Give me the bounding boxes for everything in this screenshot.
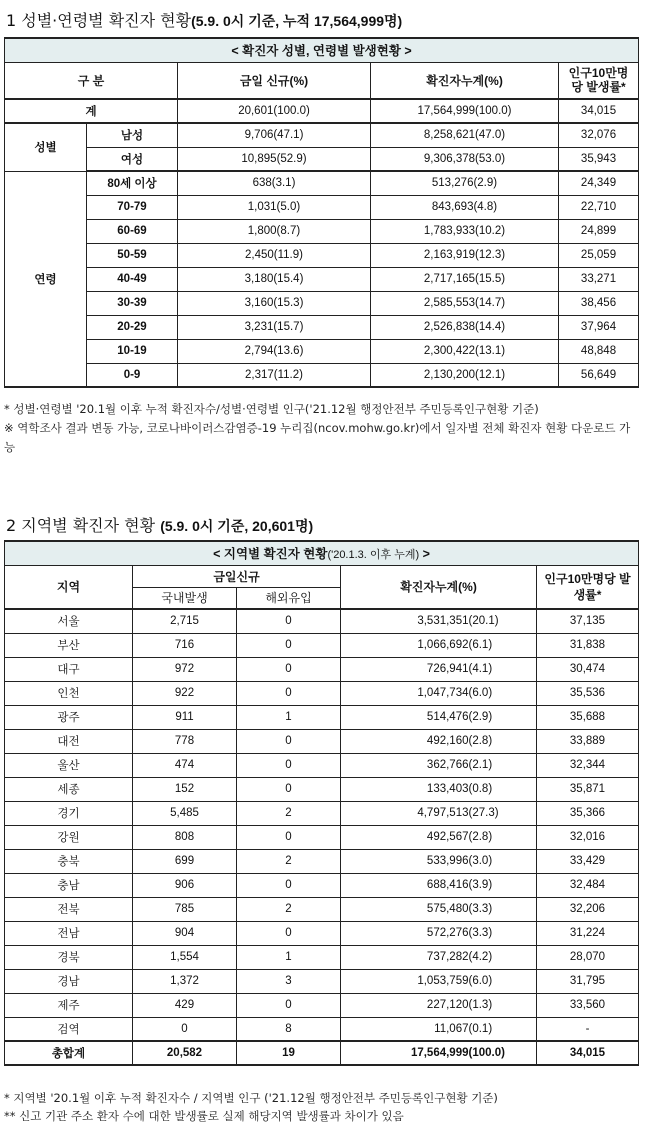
region-cum — [341, 1017, 537, 1041]
region-total-label: 총합계 — [5, 1041, 133, 1065]
sex-cum: 9,306,378(53.0) — [371, 147, 559, 171]
region-cum-value: 737,282 — [426, 951, 469, 963]
region-domestic: 785 — [133, 897, 237, 921]
region-rate: 35,871 — [537, 777, 639, 801]
region-overseas: 2 — [237, 897, 341, 921]
region-domestic: 716 — [133, 633, 237, 657]
age-group-label: 연령 — [5, 171, 87, 387]
age-label: 30-39 — [87, 291, 178, 315]
region-cum — [341, 609, 537, 633]
region-cum-value: 1,066,692 — [417, 639, 469, 651]
region-table — [4, 540, 639, 1066]
region-domestic: 0 — [133, 1017, 237, 1041]
region-name: 부산 — [5, 633, 133, 657]
region-cum-pct: (20.1) — [468, 615, 499, 628]
region-cum — [341, 873, 537, 897]
section1-title-text: 1 성별·연령별 확진자 현황 — [6, 11, 192, 30]
age-cum: 843,693(4.8) — [371, 195, 559, 219]
region-cum-value: 514,476 — [426, 711, 469, 723]
age-cum: 2,130,200(12.1) — [371, 363, 559, 387]
region-cum-pct: (6.1) — [468, 639, 493, 651]
age-new: 1,800(8.7) — [178, 219, 371, 243]
region-rate: 35,688 — [537, 705, 639, 729]
sex-row — [5, 147, 639, 171]
region-domestic: 808 — [133, 825, 237, 849]
header-overseas: 해외유입 — [237, 587, 341, 609]
region-rate: 35,366 — [537, 801, 639, 825]
region-row — [5, 753, 639, 777]
region-rate: 35,536 — [537, 681, 639, 705]
region-row — [5, 921, 639, 945]
region-rate: 32,344 — [537, 753, 639, 777]
sex-rate: 35,943 — [559, 147, 639, 171]
region-name: 전북 — [5, 897, 133, 921]
total-new: 20,601(100.0) — [178, 99, 371, 123]
region-cum-value: 11,067 — [434, 1022, 469, 1035]
region-cum-pct: (4.2) — [468, 951, 493, 963]
header-new-group: 금일신규 — [133, 565, 341, 587]
region-domestic: 911 — [133, 705, 237, 729]
region-cum — [341, 801, 537, 825]
region-rate: 33,560 — [537, 993, 639, 1017]
age-label: 10-19 — [87, 339, 178, 363]
region-cum — [341, 849, 537, 873]
region-cum-pct: (3.3) — [468, 927, 493, 939]
region-rate: 33,429 — [537, 849, 639, 873]
region-name: 대구 — [5, 657, 133, 681]
region-cum-pct: (4.1) — [468, 663, 493, 675]
region-domestic: 5,485 — [133, 801, 237, 825]
header-rate: 인구10만명당 발생률* — [559, 62, 639, 99]
region-name: 경북 — [5, 945, 133, 969]
region-cum — [341, 897, 537, 921]
region-row — [5, 873, 639, 897]
region-overseas: 1 — [237, 705, 341, 729]
region-overseas: 0 — [237, 633, 341, 657]
table2-banner-paren: ('20.1.3. 이후 누계) — [327, 549, 420, 562]
region-overseas: 0 — [237, 825, 341, 849]
age-row — [5, 267, 639, 291]
region-cum-value: 688,416 — [426, 879, 469, 891]
region-row — [5, 825, 639, 849]
region-cum-pct: (27.3) — [468, 807, 499, 819]
region-domestic: 922 — [133, 681, 237, 705]
region-name: 인천 — [5, 681, 133, 705]
region-cum — [341, 753, 537, 777]
age-rate: 48,848 — [559, 339, 639, 363]
region-total-overseas: 19 — [237, 1041, 341, 1065]
region-cum-value: 726,941 — [426, 663, 469, 675]
region-rate: 32,016 — [537, 825, 639, 849]
region-cum — [341, 681, 537, 705]
sex-group-label: 성별 — [5, 123, 87, 171]
region-row — [5, 1017, 639, 1041]
age-new: 2,450(11.9) — [178, 243, 371, 267]
section2-note: * 지역별 '20.1월 이후 누적 확진자수 / 지역별 인구 ('21.12월 행정안전부 주민등록인구현황 기준) — [4, 1091, 498, 1105]
age-row — [5, 291, 639, 315]
age-row — [5, 363, 639, 387]
region-cum-pct: (3.0) — [468, 855, 493, 867]
age-cum: 2,163,919(12.3) — [371, 243, 559, 267]
region-overseas: 2 — [237, 849, 341, 873]
sex-new: 10,895(52.9) — [178, 147, 371, 171]
region-row — [5, 729, 639, 753]
age-label: 50-59 — [87, 243, 178, 267]
header-cum: 확진자누계(%) — [371, 62, 559, 99]
sex-label: 여성 — [87, 147, 178, 171]
region-cum-pct: (0.8) — [468, 783, 493, 795]
region-row — [5, 993, 639, 1017]
region-overseas: 0 — [237, 681, 341, 705]
age-rate: 24,349 — [559, 171, 639, 195]
region-cum-value: 362,766 — [426, 759, 469, 771]
header-category: 구 분 — [5, 62, 178, 99]
section2-title-text: 2 지역별 확진자 현황 — [6, 516, 156, 535]
region-overseas: 0 — [237, 657, 341, 681]
age-row — [5, 315, 639, 339]
age-rate: 38,456 — [559, 291, 639, 315]
region-cum-value: 3,531,351 — [417, 615, 469, 628]
region-name: 울산 — [5, 753, 133, 777]
region-domestic: 778 — [133, 729, 237, 753]
region-name: 강원 — [5, 825, 133, 849]
age-new: 2,794(13.6) — [178, 339, 371, 363]
region-rate: - — [537, 1017, 639, 1041]
region-domestic: 1,554 — [133, 945, 237, 969]
region-cum-pct: (2.1) — [468, 759, 493, 771]
region-overseas: 0 — [237, 921, 341, 945]
age-label: 70-79 — [87, 195, 178, 219]
age-rate: 24,899 — [559, 219, 639, 243]
region-row — [5, 897, 639, 921]
region-rate: 32,484 — [537, 873, 639, 897]
region-cum — [341, 945, 537, 969]
section2-title — [6, 513, 313, 536]
region-row — [5, 945, 639, 969]
region-rate: 33,889 — [537, 729, 639, 753]
region-row — [5, 969, 639, 993]
region-cum — [341, 993, 537, 1017]
sex-row — [5, 123, 639, 147]
age-new: 2,317(11.2) — [178, 363, 371, 387]
region-overseas: 0 — [237, 609, 341, 633]
region-domestic: 699 — [133, 849, 237, 873]
age-row — [5, 219, 639, 243]
region-rate: 31,838 — [537, 633, 639, 657]
region-rate: 31,224 — [537, 921, 639, 945]
region-overseas: 0 — [237, 729, 341, 753]
region-cum — [341, 633, 537, 657]
region-cum-value: 492,567 — [426, 831, 469, 843]
region-cum-pct: (2.9) — [468, 711, 493, 723]
section1-note: ※ 역학조사 결과 변동 가능, 코로나바이러스감염증-19 누리집(ncov.mohw.go.kr)에서 일자별 전체 확진자 현황 다운로드 가능 — [4, 421, 631, 454]
age-label: 40-49 — [87, 267, 178, 291]
region-cum — [341, 705, 537, 729]
age-cum: 2,526,838(14.4) — [371, 315, 559, 339]
table1-banner: < 확진자 성별, 연령별 발생현황 > — [5, 38, 639, 62]
region-rate: 28,070 — [537, 945, 639, 969]
age-cum: 2,585,553(14.7) — [371, 291, 559, 315]
table2-banner-end: > — [419, 547, 430, 562]
region-cum — [341, 921, 537, 945]
region-overseas: 0 — [237, 993, 341, 1017]
region-cum-pct: (6.0) — [468, 687, 493, 699]
region-cum-value: 4,797,513 — [417, 807, 469, 819]
region-cum-value: 227,120 — [426, 999, 469, 1011]
age-row — [5, 171, 639, 195]
total-row — [5, 99, 639, 123]
sex-age-table — [4, 37, 639, 388]
age-label: 0-9 — [87, 363, 178, 387]
region-total-cum-value: 17,564,999 — [410, 1047, 469, 1059]
age-cum: 513,276(2.9) — [371, 171, 559, 195]
region-row — [5, 609, 639, 633]
header-region: 지역 — [5, 565, 133, 609]
region-row — [5, 801, 639, 825]
region-overseas: 3 — [237, 969, 341, 993]
section1-note: * 성별·연령별 '20.1월 이후 누적 확진자수/성별·연령별 인구('21.12월 행정안전부 주민등록인구현황 기준) — [4, 402, 539, 416]
table2-banner — [5, 541, 639, 565]
region-cum-pct: (6.0) — [468, 975, 493, 987]
age-rate: 22,710 — [559, 195, 639, 219]
region-cum — [341, 729, 537, 753]
age-row — [5, 243, 639, 267]
region-name: 제주 — [5, 993, 133, 1017]
region-rate: 37,135 — [537, 609, 639, 633]
region-cum-value: 1,047,734 — [417, 687, 469, 699]
age-label: 20-29 — [87, 315, 178, 339]
region-overseas: 8 — [237, 1017, 341, 1041]
region-row — [5, 777, 639, 801]
region-cum-value: 575,480 — [426, 903, 469, 915]
region-cum-pct: (1.3) — [468, 999, 493, 1011]
region-total-cum-pct: (100.0) — [468, 1047, 505, 1059]
age-rate: 33,271 — [559, 267, 639, 291]
region-cum — [341, 969, 537, 993]
region-rate: 30,474 — [537, 657, 639, 681]
region-row — [5, 633, 639, 657]
section1-title — [6, 8, 402, 31]
region-name: 충북 — [5, 849, 133, 873]
age-new: 1,031(5.0) — [178, 195, 371, 219]
header-domestic: 국내발생 — [133, 587, 237, 609]
sex-new: 9,706(47.1) — [178, 123, 371, 147]
region-domestic: 2,715 — [133, 609, 237, 633]
section1-notes — [4, 400, 640, 457]
region-overseas: 2 — [237, 801, 341, 825]
region-total-cum — [341, 1041, 537, 1065]
total-label: 계 — [5, 99, 178, 123]
region-cum-value: 572,276 — [426, 927, 469, 939]
sex-label: 남성 — [87, 123, 178, 147]
region-rate: 31,795 — [537, 969, 639, 993]
region-cum — [341, 777, 537, 801]
region-row — [5, 657, 639, 681]
region-cum-pct: (3.9) — [468, 879, 493, 891]
age-new: 3,160(15.3) — [178, 291, 371, 315]
region-overseas: 0 — [237, 753, 341, 777]
region-row — [5, 681, 639, 705]
region-cum-pct: (3.3) — [468, 903, 493, 915]
region-cum — [341, 657, 537, 681]
age-new: 638(3.1) — [178, 171, 371, 195]
region-name: 광주 — [5, 705, 133, 729]
region-domestic: 152 — [133, 777, 237, 801]
region-cum-pct: (0.1) — [468, 1022, 493, 1035]
region-cum-value: 133,403 — [426, 783, 469, 795]
age-row — [5, 339, 639, 363]
age-new: 3,231(15.7) — [178, 315, 371, 339]
total-rate: 34,015 — [559, 99, 639, 123]
header-cum: 확진자누계(%) — [341, 565, 537, 609]
region-rate: 32,206 — [537, 897, 639, 921]
region-overseas: 1 — [237, 945, 341, 969]
region-overseas: 0 — [237, 777, 341, 801]
age-row — [5, 195, 639, 219]
sex-cum: 8,258,621(47.0) — [371, 123, 559, 147]
region-name: 대전 — [5, 729, 133, 753]
region-domestic: 1,372 — [133, 969, 237, 993]
region-domestic: 429 — [133, 993, 237, 1017]
age-rate: 56,649 — [559, 363, 639, 387]
region-domestic: 972 — [133, 657, 237, 681]
section2-title-sub: (5.9. 0시 기준, 20,601명) — [160, 518, 314, 534]
region-name: 경남 — [5, 969, 133, 993]
section1-title-sub: (5.9. 0시 기준, 누적 17,564,999명) — [191, 13, 403, 29]
age-cum: 1,783,933(10.2) — [371, 219, 559, 243]
age-rate: 37,964 — [559, 315, 639, 339]
sex-rate: 32,076 — [559, 123, 639, 147]
region-name: 전남 — [5, 921, 133, 945]
region-overseas: 0 — [237, 873, 341, 897]
header-rate: 인구10만명당 발생률* — [537, 565, 639, 609]
region-total-row — [5, 1041, 639, 1065]
region-domestic: 906 — [133, 873, 237, 897]
age-label: 80세 이상 — [87, 171, 178, 195]
region-row — [5, 849, 639, 873]
region-name: 검역 — [5, 1017, 133, 1041]
region-cum-pct: (2.8) — [468, 735, 493, 747]
region-domestic: 474 — [133, 753, 237, 777]
region-name: 경기 — [5, 801, 133, 825]
age-label: 60-69 — [87, 219, 178, 243]
region-cum-pct: (2.8) — [468, 831, 493, 843]
region-row — [5, 705, 639, 729]
total-cum: 17,564,999(100.0) — [371, 99, 559, 123]
region-name: 서울 — [5, 609, 133, 633]
age-cum: 2,717,165(15.5) — [371, 267, 559, 291]
region-cum-value: 492,160 — [426, 735, 469, 747]
region-cum-value: 533,996 — [426, 855, 469, 867]
region-total-rate: 34,015 — [537, 1041, 639, 1065]
region-total-domestic: 20,582 — [133, 1041, 237, 1065]
header-new: 금일 신규(%) — [178, 62, 371, 99]
region-cum — [341, 825, 537, 849]
region-name: 세종 — [5, 777, 133, 801]
region-name: 충남 — [5, 873, 133, 897]
age-rate: 25,059 — [559, 243, 639, 267]
region-domestic: 904 — [133, 921, 237, 945]
region-cum-value: 1,053,759 — [417, 975, 469, 987]
section2-note: ** 신고 기관 주소 환자 수에 대한 발생률로 실제 해당지역 발생률과 차이가 있음 — [4, 1109, 404, 1123]
section2-notes — [4, 1089, 640, 1125]
age-cum: 2,300,422(13.1) — [371, 339, 559, 363]
table2-banner-text: < 지역별 확진자 현황 — [213, 547, 328, 562]
age-new: 3,180(15.4) — [178, 267, 371, 291]
